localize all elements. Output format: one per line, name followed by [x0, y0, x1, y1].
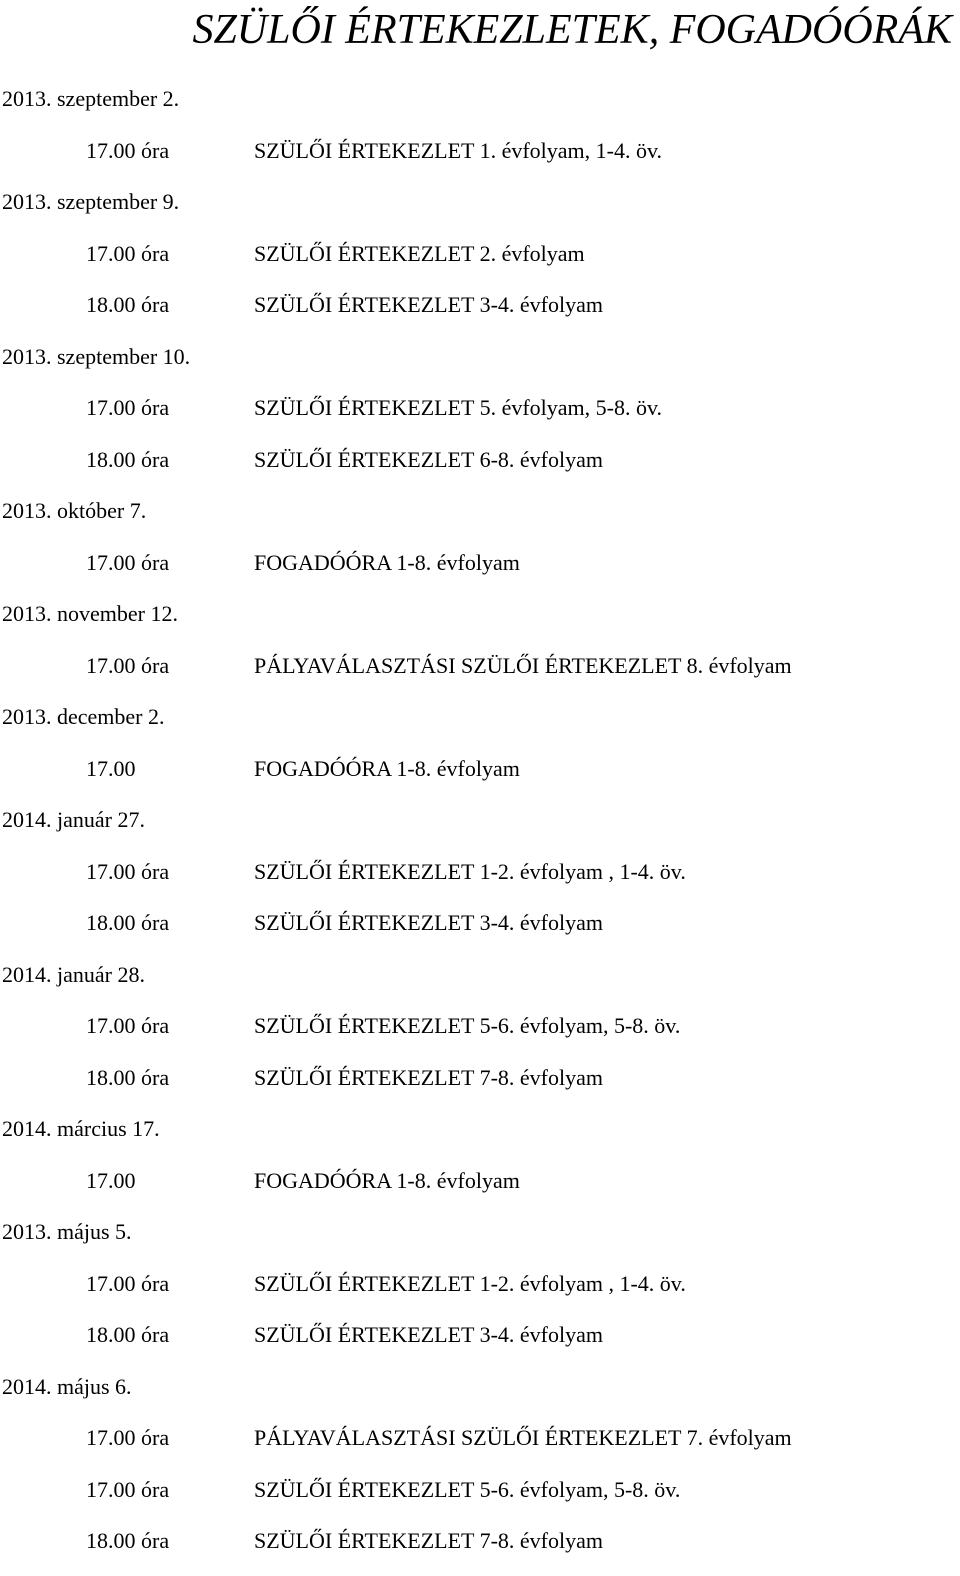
schedule-event	[0, 1267, 960, 1319]
event-time: 17.00 óra	[86, 137, 170, 163]
event-time: 17.00 óra	[86, 549, 170, 575]
schedule-event	[0, 1009, 960, 1061]
event-description: PÁLYAVÁLASZTÁSI SZÜLŐI ÉRTEKEZLET 7. évfolyam	[254, 1425, 792, 1450]
event-description: SZÜLŐI ÉRTEKEZLET 1-2. évfolyam , 1-4. öv.	[254, 1270, 686, 1296]
event-description: SZÜLŐI ÉRTEKEZLET 7-8. évfolyam	[254, 1064, 603, 1090]
schedule-event	[0, 443, 960, 495]
schedule-date: 2014. március 17.	[2, 1116, 160, 1141]
event-description: FOGADÓÓRA 1-8. évfolyam	[254, 549, 520, 575]
schedule-date: 2013. december 2.	[2, 704, 165, 729]
schedule-event	[0, 855, 960, 907]
event-time: 17.00 óra	[86, 395, 170, 420]
event-time: 18.00 óra	[86, 1528, 170, 1553]
event-time: 18.00 óra	[86, 1064, 170, 1090]
event-description: PÁLYAVÁLASZTÁSI SZÜLŐI ÉRTEKEZLET 8. évfolyam	[254, 652, 792, 678]
page-title: SZÜLŐI ÉRTEKEZLETEK, FOGADÓÓRÁK	[192, 7, 952, 53]
schedule-event	[0, 752, 960, 804]
event-time: 17.00	[86, 755, 136, 781]
schedule-event	[0, 906, 960, 958]
schedule-date: 2013. október 7.	[2, 498, 147, 523]
schedule-date: 2014. január 28.	[2, 961, 145, 987]
event-time: 17.00 óra	[86, 1270, 170, 1296]
event-time: 17.00 óra	[86, 652, 170, 678]
event-time: 17.00 óra	[86, 1013, 170, 1038]
event-description: SZÜLŐI ÉRTEKEZLET 3-4. évfolyam	[254, 910, 603, 935]
event-description: FOGADÓÓRA 1-8. évfolyam	[254, 755, 520, 781]
schedule-event	[0, 1061, 960, 1113]
event-description: SZÜLŐI ÉRTEKEZLET 3-4. évfolyam	[254, 292, 603, 317]
schedule-date: 2014. január 27.	[2, 807, 145, 832]
event-time: 18.00 óra	[86, 446, 170, 472]
event-description: SZÜLŐI ÉRTEKEZLET 1-2. évfolyam , 1-4. öv.	[254, 858, 686, 884]
schedule-event	[0, 237, 960, 289]
schedule-event	[0, 1164, 960, 1216]
event-time: 18.00 óra	[86, 910, 170, 935]
event-description: SZÜLŐI ÉRTEKEZLET 5-6. évfolyam, 5-8. öv.	[254, 1476, 681, 1502]
schedule-event	[0, 1318, 960, 1370]
event-time: 17.00 óra	[86, 1425, 170, 1450]
schedule-date: 2013. szeptember 9.	[2, 189, 180, 214]
event-description: SZÜLŐI ÉRTEKEZLET 5-6. évfolyam, 5-8. öv.	[254, 1013, 681, 1038]
event-description: SZÜLŐI ÉRTEKEZLET 1. évfolyam, 1-4. öv.	[254, 137, 663, 163]
event-time: 17.00 óra	[86, 1476, 170, 1502]
schedule-date: 2014. május 6.	[2, 1373, 132, 1399]
schedule-event	[0, 546, 960, 598]
event-description: SZÜLŐI ÉRTEKEZLET 6-8. évfolyam	[254, 446, 603, 472]
event-description: SZÜLŐI ÉRTEKEZLET 7-8. évfolyam	[254, 1528, 603, 1553]
schedule-list	[0, 82, 960, 1576]
schedule-event	[0, 134, 960, 186]
schedule-date: 2013. szeptember 10.	[2, 343, 191, 369]
schedule-event	[0, 391, 960, 443]
event-time: 18.00 óra	[86, 292, 170, 317]
event-time: 18.00 óra	[86, 1322, 170, 1347]
schedule-event	[0, 1421, 960, 1473]
schedule-event	[0, 288, 960, 340]
schedule-date: 2013. május 5.	[2, 1219, 132, 1244]
event-time: 17.00 óra	[86, 858, 170, 884]
event-description: SZÜLŐI ÉRTEKEZLET 2. évfolyam	[254, 240, 585, 266]
schedule-event	[0, 649, 960, 701]
schedule-event	[0, 1473, 960, 1525]
event-time: 17.00	[86, 1167, 136, 1193]
event-description: FOGADÓÓRA 1-8. évfolyam	[254, 1167, 520, 1193]
event-time: 17.00 óra	[86, 240, 170, 266]
schedule-date: 2013. november 12.	[2, 601, 178, 626]
schedule-date: 2013. szeptember 2.	[2, 86, 180, 111]
event-description: SZÜLŐI ÉRTEKEZLET 3-4. évfolyam	[254, 1322, 603, 1347]
event-description: SZÜLŐI ÉRTEKEZLET 5. évfolyam, 5-8. öv.	[254, 395, 663, 420]
schedule-event	[0, 1524, 960, 1576]
